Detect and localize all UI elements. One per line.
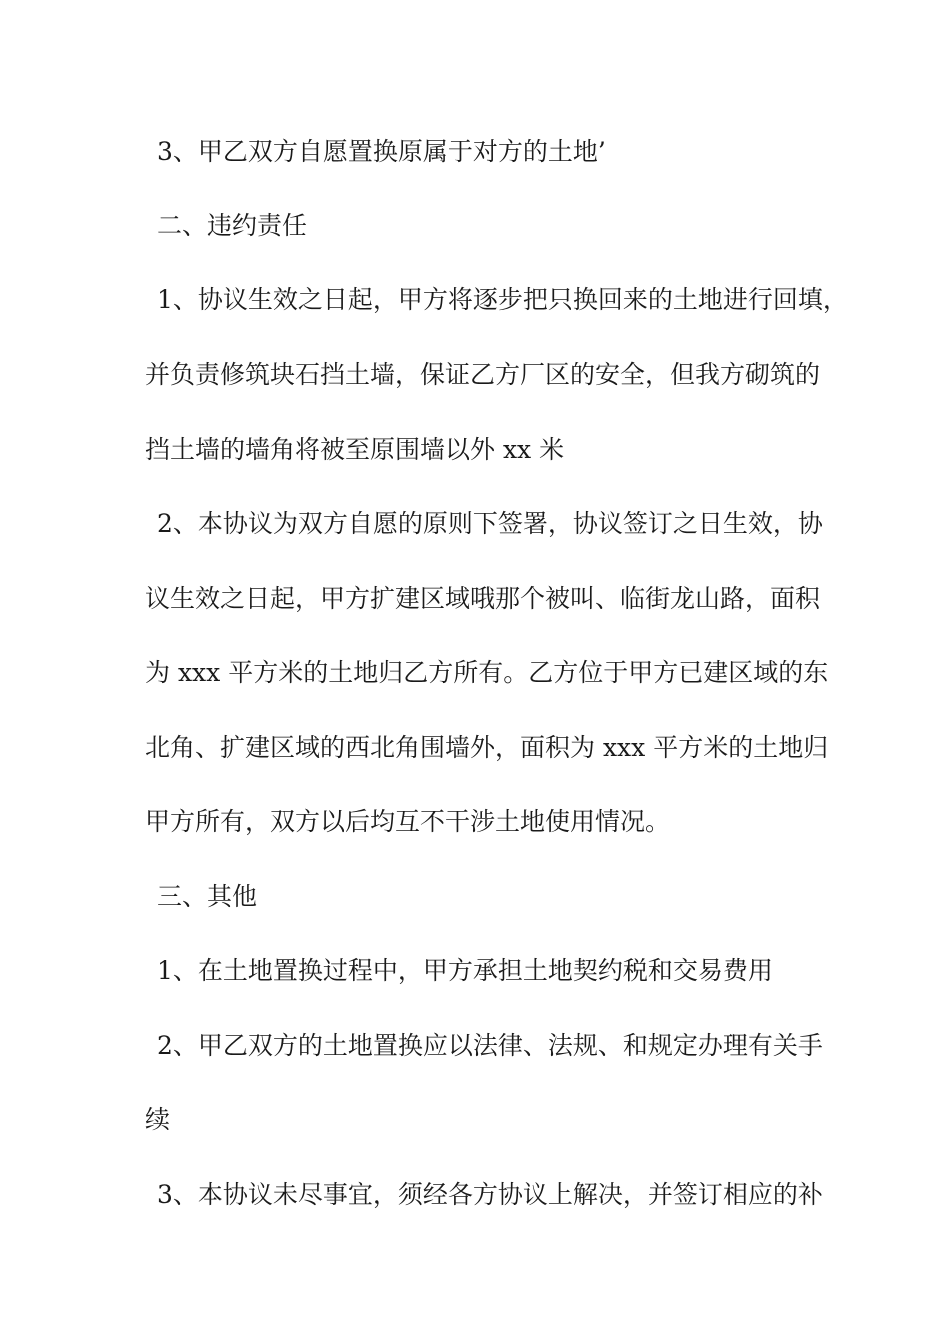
clause-2-2-line-4: 北角、扩建区域的西北角围墙外，面积为 xxx 平方米的土地归 <box>145 733 829 762</box>
clause-2-2-line-3: 为 xxx 平方米的土地归乙方所有。乙方位于甲方已建区域的东 <box>145 658 829 687</box>
clause-3-1: 1、在土地置换过程中，甲方承担土地契约税和交易费用 <box>157 956 773 985</box>
clause-2-1-line-2: 并负责修筑块石挡土墙，保证乙方厂区的安全，但我方砌筑的 <box>145 360 821 389</box>
clause-3-3-line-1: 3、本协议未尽事宜，须经各方协议上解决，并签订相应的补 <box>157 1180 823 1209</box>
clause-2-1-line-1: 1、协议生效之日起，甲方将逐步把只换回来的土地进行回填， <box>157 285 848 314</box>
clause-2-1-line-3: 挡土墙的墙角将被至原围墙以外 xx 米 <box>145 435 565 464</box>
section-heading-breach-liability: 二、违约责任 <box>157 211 308 240</box>
section-heading-other: 三、其他 <box>157 882 258 911</box>
clause-1-3: 3、甲乙双方自愿置换原属于对方的土地’ <box>157 137 606 166</box>
clause-3-2-line-1: 2、甲乙双方的土地置换应以法律、法规、和规定办理有关手 <box>157 1031 823 1060</box>
clause-2-2-line-2: 议生效之日起，甲方扩建区域哦那个被叫、临街龙山路，面积 <box>145 584 821 613</box>
clause-2-2-line-1: 2、本协议为双方自愿的原则下签署，协议签订之日生效，协 <box>157 509 823 538</box>
clause-3-2-line-2: 续 <box>145 1105 171 1134</box>
clause-2-2-line-5: 甲方所有，双方以后均互不干涉土地使用情况。 <box>145 807 671 836</box>
